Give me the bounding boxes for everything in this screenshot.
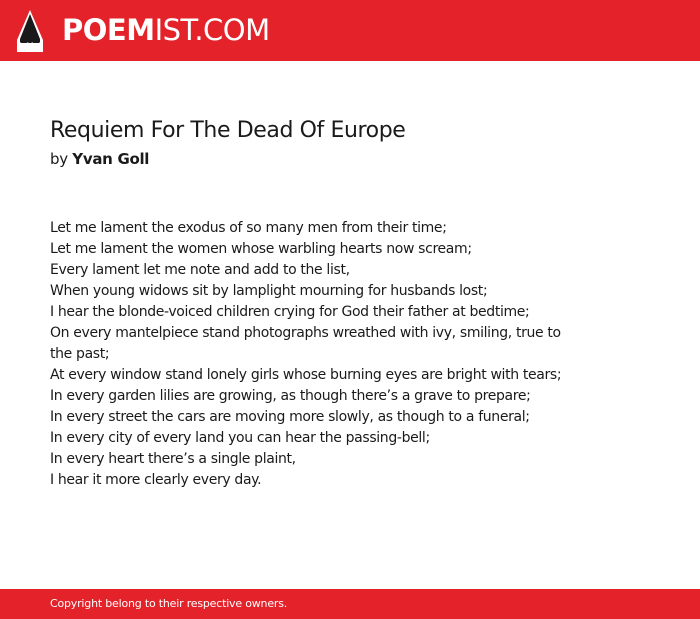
poem-line: On every mantelpiece stand photographs wreathed with ivy, smiling, true to the past; xyxy=(50,325,561,362)
poem-line: I hear it more clearly every day. xyxy=(50,472,262,488)
poem-line: When young widows sit by lamplight mourning for husbands lost; xyxy=(50,283,488,299)
pencil-tip-icon[interactable] xyxy=(17,10,43,52)
poem-author: Yvan Goll xyxy=(72,150,150,168)
poem-line: In every street the cars are moving more slowly, as though to a funeral; xyxy=(50,409,530,425)
poem-line: Let me lament the women whose warbling hearts now scream; xyxy=(50,241,472,257)
poem-title: Requiem For The Dead Of Europe xyxy=(50,118,406,143)
poem-line: At every window stand lonely girls whose burning eyes are bright with tears; xyxy=(50,367,562,383)
poem-line: Every lament let me note and add to the list, xyxy=(50,262,350,278)
poem-line: I hear the blonde-voiced children crying for God their father at bedtime; xyxy=(50,304,530,320)
poem-body xyxy=(50,218,580,491)
poem-line: In every garden lilies are growing, as though there’s a grave to prepare; xyxy=(50,388,531,404)
poem-line: In every heart there’s a single plaint, xyxy=(50,451,296,467)
byline xyxy=(50,148,149,170)
logo-light-text: IST.COM xyxy=(154,13,270,47)
by-label: by xyxy=(50,150,68,168)
site-logo[interactable] xyxy=(62,12,270,48)
poem-line: In every city of every land you can hear the passing-bell; xyxy=(50,430,430,446)
poem-line: Let me lament the exodus of so many men from their time; xyxy=(50,220,447,236)
site-footer xyxy=(0,589,700,619)
logo-bold-text: POEM xyxy=(62,13,155,47)
copyright-notice: Copyright belong to their respective owners. xyxy=(50,597,288,610)
site-header xyxy=(0,0,700,61)
